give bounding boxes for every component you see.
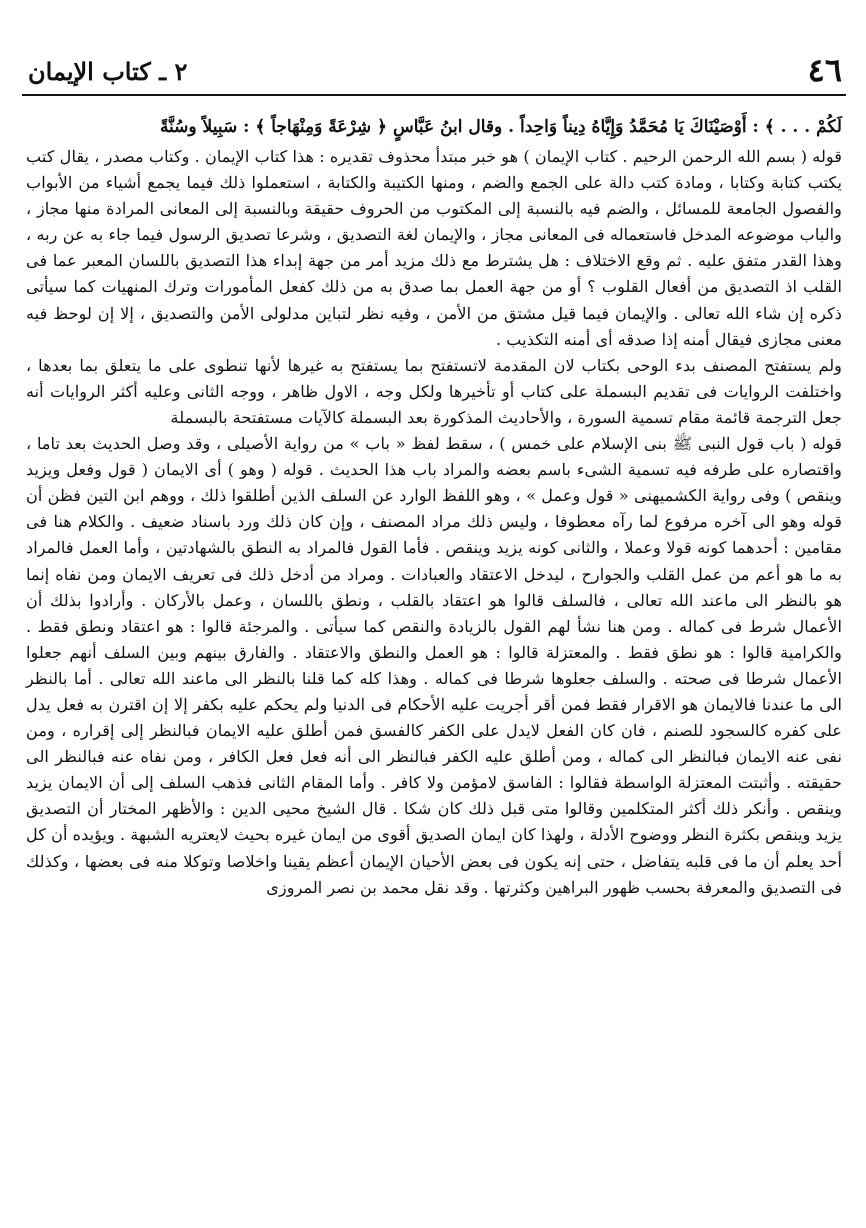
book-title: ٢ ـ كتاب الإيمان xyxy=(28,57,188,86)
paragraph-basmala-order: ولم يستفتح المصنف بدء الوحى بكتاب لان المقدمة لاتستفتح بما يستفتح به غيرها لأنها تنطوى على ما يتعلق بما بعدها ، واختلفت الروايات فى تقديم البسملة على كتاب أو تأخيرها ولكل وجه ، الاول ظاهر ، ووجه الثانى وعليه أكثر الروايات أنه جعل الترجمة قائمة مقام تسمية السورة ، والأحاديث المذكورة بعد البسملة كالآيات مستفتحة بالبسملة xyxy=(26,355,842,427)
paragraph-bab-qawl-al-nabi: قوله ( باب قول النبى ﷺ بنى الإسلام على خمس ) ، سقط لفظ « باب » من رواية الأصيلى ، وقد وصل الحديث بعد تاما ، واقتصاره على طرفه فيه تسمية الشىء باسم بعضه والمراد باب هذا الحديث . قوله ( وهو ) أى الايمان ( قول وفعل ويزيد وينقص ) وفى رواية الكشميهنى « قول وعمل » ، وهو اللفظ الوارد عن السلف الذين أطلقوا ذلك ، ووهم ابن التين فظن أن قوله وهو الى آخره مرفوع لما رآه معطوفا ، وليس ذلك مراد المصنف ، وإن كان ذلك ورد باسناد ضعيف . والكلام هنا فى مقامين : أحدهما كونه قولا وعملا ، والثانى كونه يزيد وينقص . فأما القول فالمراد به النطق بالشهادتين ، وأما العمل فالمراد به ما هو أعم من عمل القلب والجوارح ، ليدخل الاعتقاد والعبادات . ومراد من أدخل ذلك فى تعريف الايمان ومن نفاه إنما هو بالنظر الى ماعند الله تعالى ، فالسلف قالوا هو اعتقاد بالقلب ، ونطق باللسان ، وعمل بالأركان . وأرادوا بذلك أن الأعمال شرط فى كماله . ومن هنا نشأ لهم القول بالزيادة والنقص كما سيأتى . والمرجئة قالوا : هو اعتقاد ونطق فقط . والكرامية قالوا : هو نطق فقط . والمعتزلة قالوا : هو العمل والنطق والاعتقاد . والفارق بينهم وبين السلف أنهم جعلوا الأعمال شرطا فى صحته . والسلف جعلوها شرطا فى كماله . وهذا كله كما قلنا بالنظر الى ماعند الله تعالى . أما بالنظر الى ما عندنا فالايمان هو الاقرار فقط فمن أقر أجريت عليه الأحكام فى الدنيا ولم يحكم عليه بكفر إلا إن اقترن به فعل يدل على كفره كالسجود للصنم ، فان كان الفعل لايدل على الكفر كالفسق فمن أطلق عليه الايمان فبالنظر إلى إقراره ، ومن نفى عنه الايمان فبالنظر الى كماله ، ومن أطلق عليه الكفر فبالنظر الى أنه فعل فعل الكافر ، ومن نفاه عنه فبالنظر الى حقيقته . وأثبتت المعتزلة الواسطة فقالوا : الفاسق لامؤمن ولا كافر . وأما المقام الثانى فذهب السلف إلى أن الايمان يزيد وينقص . وأنكر ذلك أكثر المتكلمين وقالوا متى قبل ذلك كان شكا . قال الشيخ محيى الدين : والأظهر المختار أن التصديق يزيد وينقص بكثرة النظر ووضوح الأدلة ، ولهذا كان ايمان الصديق أقوى من ايمان غيره بحيث لايعتريه الشبهة . ويؤيده أن كل أحد يعلم أن ما فى قلبه يتفاضل ، حتى إنه يكون فى بعض الأحيان الإيمان أعظم يقينا واخلاصا وتوكلا منه فى بعضها ، وكذلك فى التصديق والمعرفة بحسب ظهور البراهين وكثرتها . وقد نقل محمد بن نصر المروزى xyxy=(26,434,842,897)
quran-quote-line: لَكُمْ . . . ﴾ : أَوْصَيْنَاكَ يَا مُحَمَّدُ وَإِيَّاهُ دِيناً وَاحِداً . وقال ابنُ عَبَّاسٍ ﴿ شِرْعَةً وَمِنْهَاجاً ﴾ : سَبِيلاً وسُنَّةً xyxy=(159,117,842,137)
page-number: ٤٦ xyxy=(807,51,842,89)
book-page xyxy=(22,48,846,1208)
running-header xyxy=(22,48,846,96)
paragraph-kitab-al-iman: قوله ( بسم الله الرحمن الرحيم . كتاب الإيمان ) هو خبر مبتدأ محذوف تقديره : هذا كتاب الإيمان . وكتاب مصدر ، يقال كتب يكتب كتابة وكتابا ، ومادة كتب دالة على الجمع والضم ، ومنها الكتيبة والكتابة ، استعملوا ذلك فيما يجمع أشياء من الأبواب والفصول الجامعة للمسائل ، والضم فيه بالنسبة إلى المكتوب من الحروف حقيقة وبالنسبة إلى المعانى المرادة منها مجاز ، والباب موضوعه المدخل فاستعماله فى المعانى مجاز ، والإيمان لغة التصديق ، وشرعا تصديق الرسول فيما جاء به عن ربه ، وهذا القدر متفق عليه . ثم وقع الاختلاف : هل يشترط مع ذلك مزيد أمر من جهة إبداء هذا التصديق باللسان المعبر عما فى القلب اذ التصديق من أفعال القلوب ؟ أو من جهة العمل بما صدق به من ذلك كفعل المأمورات وترك المنهيات كما سيأتى ذكره إن شاء الله تعالى . والإيمان فيما قيل مشتق من الأمن ، وفيه نظر لتباين مدلولى الأمن والتصديق ، إلا إن لوحظ فيه معنى مجازى فيقال أمنه إذا صدقه أى أمنه التكذيب . xyxy=(26,147,842,349)
body-text xyxy=(22,112,846,901)
